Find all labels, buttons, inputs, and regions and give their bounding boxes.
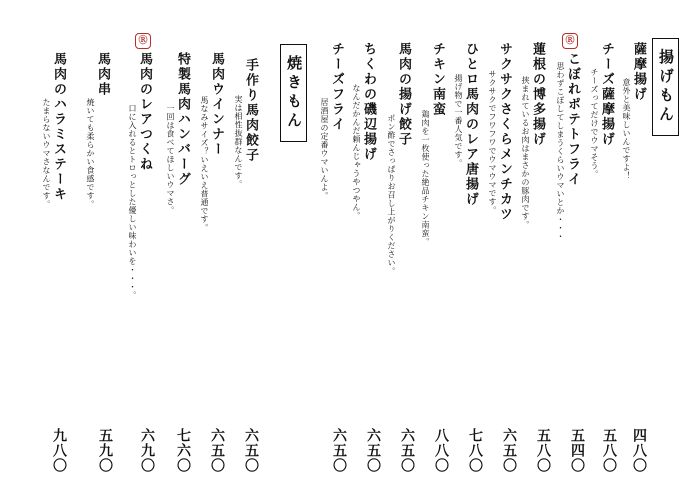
menu-item-name: チーズフライ (329, 42, 344, 132)
menu-item-price: 八八〇 (433, 428, 449, 473)
menu-item-desc: ポン酢でさっぱりお召し上がりください。 (387, 114, 396, 276)
menu-item-desc: 馬なみサイズ？いえいえ普通です。 (200, 96, 209, 232)
menu-item-name: 手作り馬肉餃子 (243, 58, 258, 163)
menu-item-desc: 鶏肉を一枚使った絶品チキン南蛮。 (421, 110, 430, 246)
menu-item-name: 馬肉のハラミステーキ (51, 52, 66, 202)
menu-item-name: チキン南蛮 (430, 42, 445, 117)
menu-item-price: 六五〇 (501, 428, 517, 473)
menu-item-desc: なんだかんだ頼んじゃうやつやん。 (352, 84, 361, 220)
recommended-badge-icon: Ⓡ (562, 33, 578, 49)
menu-item-desc: 一回は食べてほしいウマさ。 (166, 104, 175, 215)
menu-item-desc: 思わずこぼしてしまうくらいウマいとか・・・ (556, 62, 565, 241)
menu-item-name: 薩摩揚げ (631, 42, 646, 102)
menu-item-desc: 揚げ物で一番人気です。 (454, 74, 463, 168)
menu-item-price: 五八〇 (601, 428, 617, 473)
menu-item-desc: 居酒屋の定番ウマいんよ。 (320, 98, 329, 200)
menu-item-name: 蓮根の博多揚げ (530, 42, 545, 147)
menu-item-price: 五八〇 (535, 428, 551, 473)
menu-item-price: 四八〇 (631, 428, 647, 473)
menu-item-name: サクサクさくらメンチカツ (497, 42, 512, 222)
recommended-badge-icon: Ⓡ (135, 33, 151, 49)
menu-item-desc: サクサクでフワフワでウマウマです。 (488, 70, 497, 215)
menu-item-price: 五四〇 (569, 428, 585, 473)
menu-item-desc: 焼いても柔らかい食感です。 (86, 98, 95, 209)
section-title-yakimon: 焼きもん (280, 44, 307, 142)
menu-item-name: 馬肉ウインナー (209, 52, 224, 157)
menu-item-price: 六五〇 (243, 428, 259, 473)
menu-item-desc: チーズってだけでウマそう。 (590, 68, 599, 179)
menu-item-desc: 挟まれているお肉はまさかの豚肉です。 (521, 76, 530, 229)
menu-item-name: 馬肉の揚げ餃子 (396, 42, 411, 147)
menu-item-name: 馬肉串 (95, 52, 110, 97)
menu-item-price: 六五〇 (209, 428, 225, 473)
menu-item-price: 九八〇 (51, 428, 67, 473)
menu-item-desc: たまらないウマさなんです。 (42, 98, 51, 209)
menu-item-name: チーズ薩摩揚げ (599, 42, 614, 147)
menu-item-name: こぼれポテトフライ (565, 52, 580, 187)
menu-item-price: 六九〇 (139, 428, 155, 473)
menu-item-name: 特製馬肉ハンバーグ (175, 52, 190, 187)
menu-item-desc: 意外と美味しいんですよ！ (622, 78, 631, 180)
menu-item-name: 馬肉のレアつくね (137, 52, 152, 172)
menu-item-price: 六五〇 (399, 428, 415, 473)
menu-item-price: 五九〇 (97, 428, 113, 473)
menu-item-desc: 実は相性抜群なんです。 (234, 95, 243, 189)
menu-item-price: 七六〇 (175, 428, 191, 473)
menu-item-price: 七八〇 (467, 428, 483, 473)
menu-item-price: 六五〇 (331, 428, 347, 473)
menu-item-name: ちくわの磯辺揚げ (361, 42, 376, 162)
section-title-agemon: 揚げもん (652, 38, 679, 136)
menu-item-name: ひとロ馬肉のレア唐揚げ (463, 42, 478, 207)
menu-item-price: 六五〇 (365, 428, 381, 473)
menu-item-desc: 口に入れるとトロっとした優しい味わいを・・・。 (128, 104, 137, 300)
